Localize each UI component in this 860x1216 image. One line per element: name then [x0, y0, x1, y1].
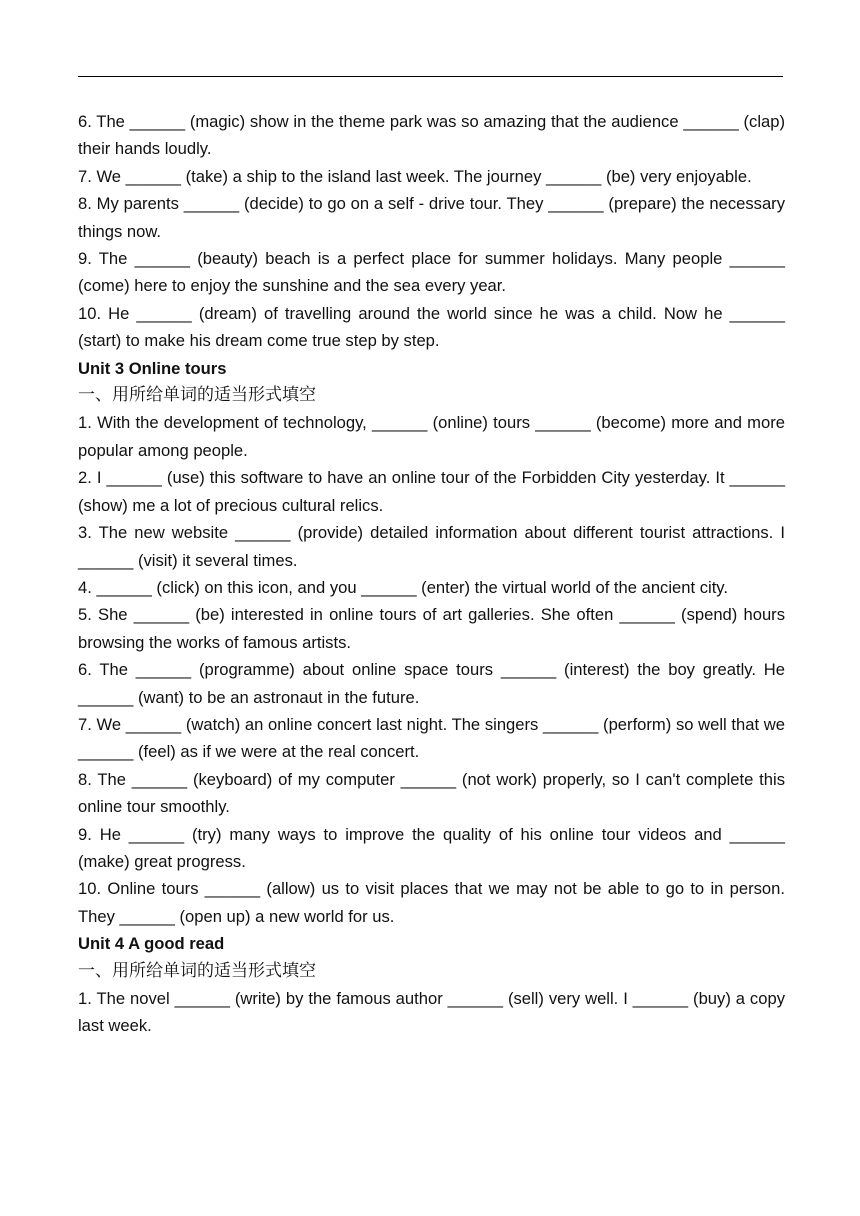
exercise-item: 5. She ______ (be) interested in online tours of art galleries. She often ______ (spend) hours browsing the works of famous artists.	[78, 605, 785, 652]
exercise-item: 7. We ______ (take) a ship to the island last week. The journey ______ (be) very enjoyable.	[78, 166, 752, 186]
exercise-item: 7. We ______ (watch) an online concert last night. The singers ______ (perform) so well that we ______ (feel) as if we were at the real concert.	[78, 714, 785, 762]
exercise-item: 10. Online tours ______ (allow) us to visit places that we may not be able to go to in person. They ______ (open up) a new world for us.	[78, 879, 785, 926]
unit-3-instruction: 一、用所给单词的适当形式填空	[78, 385, 316, 406]
unit-4-heading: Unit 4 A good read	[78, 934, 225, 954]
exercise-item: 8. The ______ (keyboard) of my computer ______ (not work) properly, so I can't complete this online tour smoothly.	[78, 769, 785, 817]
exercise-item: 6. The ______ (magic) show in the theme park was so amazing that the audience ______ (clap) their hands loudly.	[78, 112, 785, 159]
exercise-item: 9. The ______ (beauty) beach is a perfect place for summer holidays. Many people ______ (come) here to enjoy the sunshine and the sea every year.	[78, 249, 785, 296]
exercise-item: 2. I ______ (use) this software to have an online tour of the Forbidden City yesterday. It ______ (show) me a lot of precious cultural relics.	[78, 468, 785, 515]
exercise-item: 8. My parents ______ (decide) to go on a self - drive tour. They ______ (prepare) the necessary things now.	[78, 194, 785, 241]
exercise-item: 1. The novel ______ (write) by the famous author ______ (sell) very well. I ______ (buy) a copy last week.	[78, 989, 785, 1036]
exercise-item: 9. He ______ (try) many ways to improve the quality of his online tour videos and ______ (make) great progress.	[78, 824, 785, 871]
exercise-item: 10. He ______ (dream) of travelling around the world since he was a child. Now he ______ (start) to make his dream come true step by step.	[78, 303, 785, 351]
unit-4-instruction: 一、用所给单词的适当形式填空	[78, 960, 316, 981]
exercise-item: 3. The new website ______ (provide) detailed information about different tourist attractions. I ______ (visit) it several times.	[78, 523, 785, 570]
header-rule	[78, 76, 783, 77]
document-body	[78, 108, 785, 1040]
exercise-item: 1. With the development of technology, ______ (online) tours ______ (become) more and more popular among people.	[78, 413, 785, 460]
unit-3-heading: Unit 3 Online tours	[78, 358, 227, 378]
exercise-item: 4. ______ (click) on this icon, and you ______ (enter) the virtual world of the ancient city.	[78, 577, 728, 597]
exercise-item: 6. The ______ (programme) about online space tours ______ (interest) the boy greatly. He ______ (want) to be an astronaut in the future.	[78, 660, 785, 707]
